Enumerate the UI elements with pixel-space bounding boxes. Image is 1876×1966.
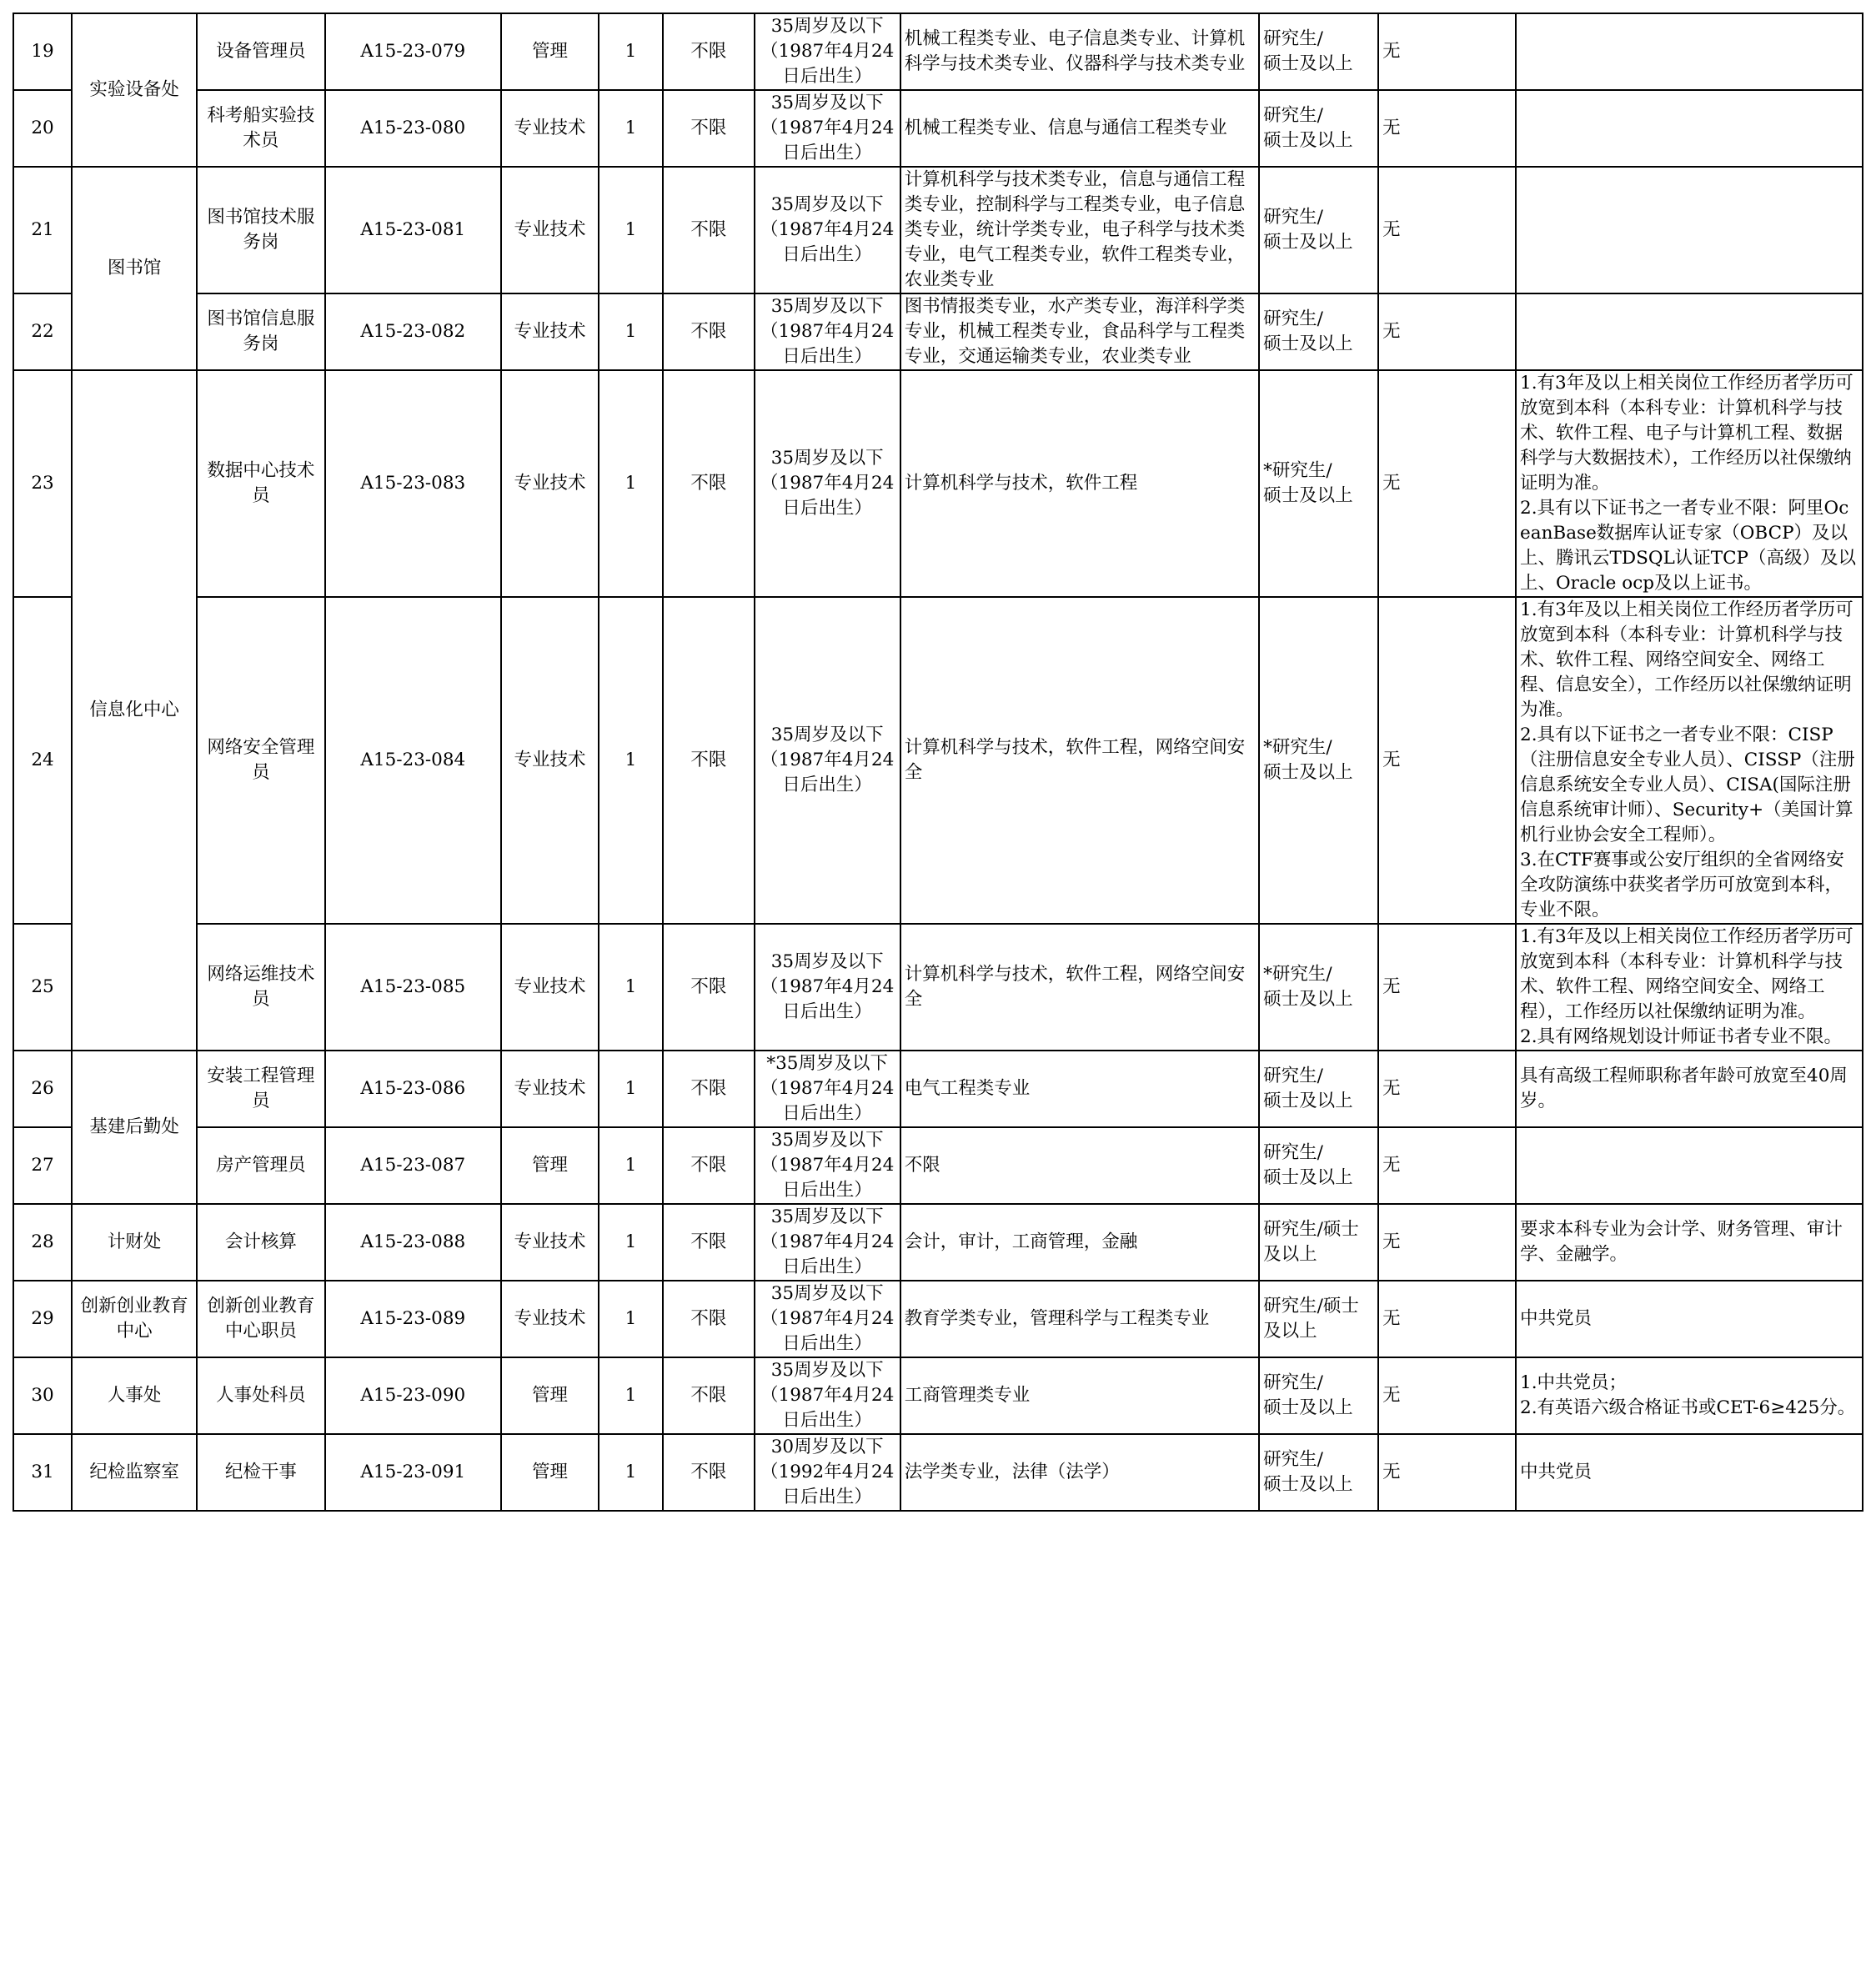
education-requirement: 研究生/ 硕士及以上	[1259, 90, 1378, 167]
major-requirement: 法学类专业，法律（法学）	[900, 1434, 1259, 1511]
major-requirement: 图书情报类专业，水产类专业，海洋科学类专业，机械工程类专业，食品科学与工程类专业，交通运输类专业，农业类专业	[900, 293, 1259, 370]
major-requirement: 电气工程类专业	[900, 1051, 1259, 1127]
post-code: A15-23-091	[325, 1434, 502, 1511]
row-number: 31	[13, 1434, 72, 1511]
post-code: A15-23-082	[325, 293, 502, 370]
gender: 不限	[663, 90, 754, 167]
other-requirements	[1516, 13, 1863, 90]
experience-requirement: 无	[1378, 924, 1516, 1051]
major-requirement: 会计，审计，工商管理，金融	[900, 1204, 1259, 1281]
education-requirement: 研究生/ 硕士及以上	[1259, 1127, 1378, 1204]
other-requirements: 要求本科专业为会计学、财务管理、审计学、金融学。	[1516, 1204, 1863, 1281]
other-requirements: 具有高级工程师职称者年龄可放宽至40周岁。	[1516, 1051, 1863, 1127]
age-requirement: 30周岁及以下 （1992年4月24日后出生）	[755, 1434, 900, 1511]
age-requirement: 35周岁及以下 （1987年4月24日后出生）	[755, 1357, 900, 1434]
age-requirement: 35周岁及以下 （1987年4月24日后出生）	[755, 90, 900, 167]
post-name: 图书馆技术服务岗	[197, 167, 324, 293]
post-code: A15-23-084	[325, 597, 502, 924]
department-cell: 创新创业教育中心	[72, 1281, 197, 1357]
major-requirement: 计算机科学与技术，软件工程，网络空间安全	[900, 597, 1259, 924]
post-type: 专业技术	[501, 1051, 599, 1127]
table-row	[13, 597, 1863, 924]
experience-requirement: 无	[1378, 1051, 1516, 1127]
age-requirement: 35周岁及以下 （1987年4月24日后出生）	[755, 13, 900, 90]
post-code: A15-23-087	[325, 1127, 502, 1204]
gender: 不限	[663, 13, 754, 90]
age-requirement: 35周岁及以下 （1987年4月24日后出生）	[755, 370, 900, 597]
education-requirement: 研究生/硕士及以上	[1259, 1204, 1378, 1281]
gender: 不限	[663, 1357, 754, 1434]
age-requirement: 35周岁及以下 （1987年4月24日后出生）	[755, 1127, 900, 1204]
education-requirement: 研究生/硕士及以上	[1259, 1281, 1378, 1357]
post-code: A15-23-080	[325, 90, 502, 167]
post-name: 房产管理员	[197, 1127, 324, 1204]
age-requirement: 35周岁及以下 （1987年4月24日后出生）	[755, 167, 900, 293]
department-cell: 信息化中心	[72, 370, 197, 1051]
headcount: 1	[599, 90, 663, 167]
other-requirements: 1.中共党员； 2.有英语六级合格证书或CET-6≥425分。	[1516, 1357, 1863, 1434]
headcount: 1	[599, 13, 663, 90]
experience-requirement: 无	[1378, 90, 1516, 167]
other-requirements: 中共党员	[1516, 1434, 1863, 1511]
education-requirement: 研究生/ 硕士及以上	[1259, 13, 1378, 90]
row-number: 25	[13, 924, 72, 1051]
table-row	[13, 370, 1863, 597]
post-name: 会计核算	[197, 1204, 324, 1281]
other-requirements	[1516, 167, 1863, 293]
experience-requirement: 无	[1378, 1204, 1516, 1281]
gender: 不限	[663, 1204, 754, 1281]
post-type: 管理	[501, 1127, 599, 1204]
other-requirements: 1.有3年及以上相关岗位工作经历者学历可放宽到本科（本科专业：计算机科学与技术、软件工程、电子与计算机工程、数据科学与大数据技术），工作经历以社保缴纳证明为准。 2.具有以下证书之一者专业不限：阿里OceanBase数据库认证专家（OBCP）及以上、腾讯云TDSQL认证TCP（高级）及以上、Oracle ocp及以上证书。	[1516, 370, 1863, 597]
experience-requirement: 无	[1378, 293, 1516, 370]
headcount: 1	[599, 370, 663, 597]
headcount: 1	[599, 1434, 663, 1511]
post-type: 管理	[501, 1357, 599, 1434]
post-code: A15-23-079	[325, 13, 502, 90]
table-row	[13, 1051, 1863, 1127]
education-requirement: 研究生/ 硕士及以上	[1259, 1051, 1378, 1127]
table-row	[13, 167, 1863, 293]
department-cell: 计财处	[72, 1204, 197, 1281]
gender: 不限	[663, 597, 754, 924]
table-row	[13, 1127, 1863, 1204]
headcount: 1	[599, 597, 663, 924]
other-requirements: 1.有3年及以上相关岗位工作经历者学历可放宽到本科（本科专业：计算机科学与技术、软件工程、网络空间安全、网络工程），工作经历以社保缴纳证明为准。 2.具有网络规划设计师证书者专业不限。	[1516, 924, 1863, 1051]
post-name: 网络安全管理员	[197, 597, 324, 924]
major-requirement: 教育学类专业，管理科学与工程类专业	[900, 1281, 1259, 1357]
headcount: 1	[599, 167, 663, 293]
post-type: 专业技术	[501, 293, 599, 370]
row-number: 21	[13, 167, 72, 293]
other-requirements	[1516, 293, 1863, 370]
row-number: 30	[13, 1357, 72, 1434]
table-row	[13, 924, 1863, 1051]
education-requirement: 研究生/ 硕士及以上	[1259, 1434, 1378, 1511]
post-type: 专业技术	[501, 597, 599, 924]
post-type: 专业技术	[501, 1204, 599, 1281]
experience-requirement: 无	[1378, 1357, 1516, 1434]
row-number: 27	[13, 1127, 72, 1204]
experience-requirement: 无	[1378, 1127, 1516, 1204]
age-requirement: 35周岁及以下 （1987年4月24日后出生）	[755, 1281, 900, 1357]
other-requirements: 中共党员	[1516, 1281, 1863, 1357]
experience-requirement: 无	[1378, 13, 1516, 90]
row-number: 26	[13, 1051, 72, 1127]
other-requirements: 1.有3年及以上相关岗位工作经历者学历可放宽到本科（本科专业：计算机科学与技术、软件工程、网络空间安全、网络工程、信息安全），工作经历以社保缴纳证明为准。 2.具有以下证书之一者专业不限：CISP（注册信息安全专业人员）、CISSP（注册信息系统安全专业人员）、CISA(国际注册信息系统审计师）、Security+（美国计算机行业协会安全工程师）。 3.在CTF赛事或公安厅组织的全省网络安全攻防演练中获奖者学历可放宽到本科，专业不限。	[1516, 597, 1863, 924]
education-requirement: *研究生/ 硕士及以上	[1259, 924, 1378, 1051]
headcount: 1	[599, 1051, 663, 1127]
post-name: 数据中心技术员	[197, 370, 324, 597]
department-cell: 人事处	[72, 1357, 197, 1434]
gender: 不限	[663, 1281, 754, 1357]
post-name: 人事处科员	[197, 1357, 324, 1434]
major-requirement: 机械工程类专业、信息与通信工程类专业	[900, 90, 1259, 167]
major-requirement: 计算机科学与技术类专业，信息与通信工程类专业，控制科学与工程类专业，电子信息类专业，统计学类专业，电子科学与技术类专业，电气工程类专业，软件工程类专业，农业类专业	[900, 167, 1259, 293]
table-row	[13, 293, 1863, 370]
major-requirement: 不限	[900, 1127, 1259, 1204]
post-code: A15-23-083	[325, 370, 502, 597]
post-code: A15-23-088	[325, 1204, 502, 1281]
post-name: 安装工程管理员	[197, 1051, 324, 1127]
other-requirements	[1516, 1127, 1863, 1204]
post-type: 专业技术	[501, 924, 599, 1051]
post-code: A15-23-090	[325, 1357, 502, 1434]
department-cell: 实验设备处	[72, 13, 197, 167]
row-number: 22	[13, 293, 72, 370]
table-row	[13, 13, 1863, 90]
gender: 不限	[663, 167, 754, 293]
education-requirement: 研究生/ 硕士及以上	[1259, 167, 1378, 293]
post-type: 专业技术	[501, 90, 599, 167]
post-name: 创新创业教育中心职员	[197, 1281, 324, 1357]
headcount: 1	[599, 1127, 663, 1204]
experience-requirement: 无	[1378, 1281, 1516, 1357]
gender: 不限	[663, 293, 754, 370]
age-requirement: 35周岁及以下 （1987年4月24日后出生）	[755, 1204, 900, 1281]
post-name: 网络运维技术员	[197, 924, 324, 1051]
row-number: 19	[13, 13, 72, 90]
post-name: 图书馆信息服务岗	[197, 293, 324, 370]
gender: 不限	[663, 924, 754, 1051]
row-number: 28	[13, 1204, 72, 1281]
department-cell: 基建后勤处	[72, 1051, 197, 1204]
gender: 不限	[663, 1051, 754, 1127]
post-code: A15-23-085	[325, 924, 502, 1051]
row-number: 29	[13, 1281, 72, 1357]
gender: 不限	[663, 1127, 754, 1204]
experience-requirement: 无	[1378, 597, 1516, 924]
age-requirement: 35周岁及以下 （1987年4月24日后出生）	[755, 293, 900, 370]
headcount: 1	[599, 293, 663, 370]
major-requirement: 计算机科学与技术，软件工程，网络空间安全	[900, 924, 1259, 1051]
education-requirement: 研究生/ 硕士及以上	[1259, 293, 1378, 370]
major-requirement: 计算机科学与技术，软件工程	[900, 370, 1259, 597]
age-requirement: *35周岁及以下 （1987年4月24日后出生）	[755, 1051, 900, 1127]
post-type: 专业技术	[501, 1281, 599, 1357]
experience-requirement: 无	[1378, 167, 1516, 293]
post-type: 专业技术	[501, 370, 599, 597]
department-cell: 图书馆	[72, 167, 197, 370]
headcount: 1	[599, 1204, 663, 1281]
post-name: 纪检干事	[197, 1434, 324, 1511]
row-number: 20	[13, 90, 72, 167]
table-row	[13, 1281, 1863, 1357]
post-name: 科考船实验技术员	[197, 90, 324, 167]
row-number: 24	[13, 597, 72, 924]
education-requirement: 研究生/ 硕士及以上	[1259, 1357, 1378, 1434]
table-body	[13, 13, 1863, 1511]
post-type: 管理	[501, 13, 599, 90]
education-requirement: *研究生/ 硕士及以上	[1259, 597, 1378, 924]
experience-requirement: 无	[1378, 370, 1516, 597]
post-type: 管理	[501, 1434, 599, 1511]
post-type: 专业技术	[501, 167, 599, 293]
table-row	[13, 1357, 1863, 1434]
age-requirement: 35周岁及以下 （1987年4月24日后出生）	[755, 924, 900, 1051]
headcount: 1	[599, 1357, 663, 1434]
headcount: 1	[599, 1281, 663, 1357]
education-requirement: *研究生/ 硕士及以上	[1259, 370, 1378, 597]
table-row	[13, 1434, 1863, 1511]
other-requirements	[1516, 90, 1863, 167]
post-code: A15-23-081	[325, 167, 502, 293]
department-cell: 纪检监察室	[72, 1434, 197, 1511]
major-requirement: 工商管理类专业	[900, 1357, 1259, 1434]
gender: 不限	[663, 370, 754, 597]
row-number: 23	[13, 370, 72, 597]
age-requirement: 35周岁及以下 （1987年4月24日后出生）	[755, 597, 900, 924]
recruitment-table	[13, 13, 1863, 1512]
experience-requirement: 无	[1378, 1434, 1516, 1511]
table-row	[13, 90, 1863, 167]
post-name: 设备管理员	[197, 13, 324, 90]
headcount: 1	[599, 924, 663, 1051]
gender: 不限	[663, 1434, 754, 1511]
post-code: A15-23-089	[325, 1281, 502, 1357]
post-code: A15-23-086	[325, 1051, 502, 1127]
major-requirement: 机械工程类专业、电子信息类专业、计算机科学与技术类专业、仪器科学与技术类专业	[900, 13, 1259, 90]
table-row	[13, 1204, 1863, 1281]
